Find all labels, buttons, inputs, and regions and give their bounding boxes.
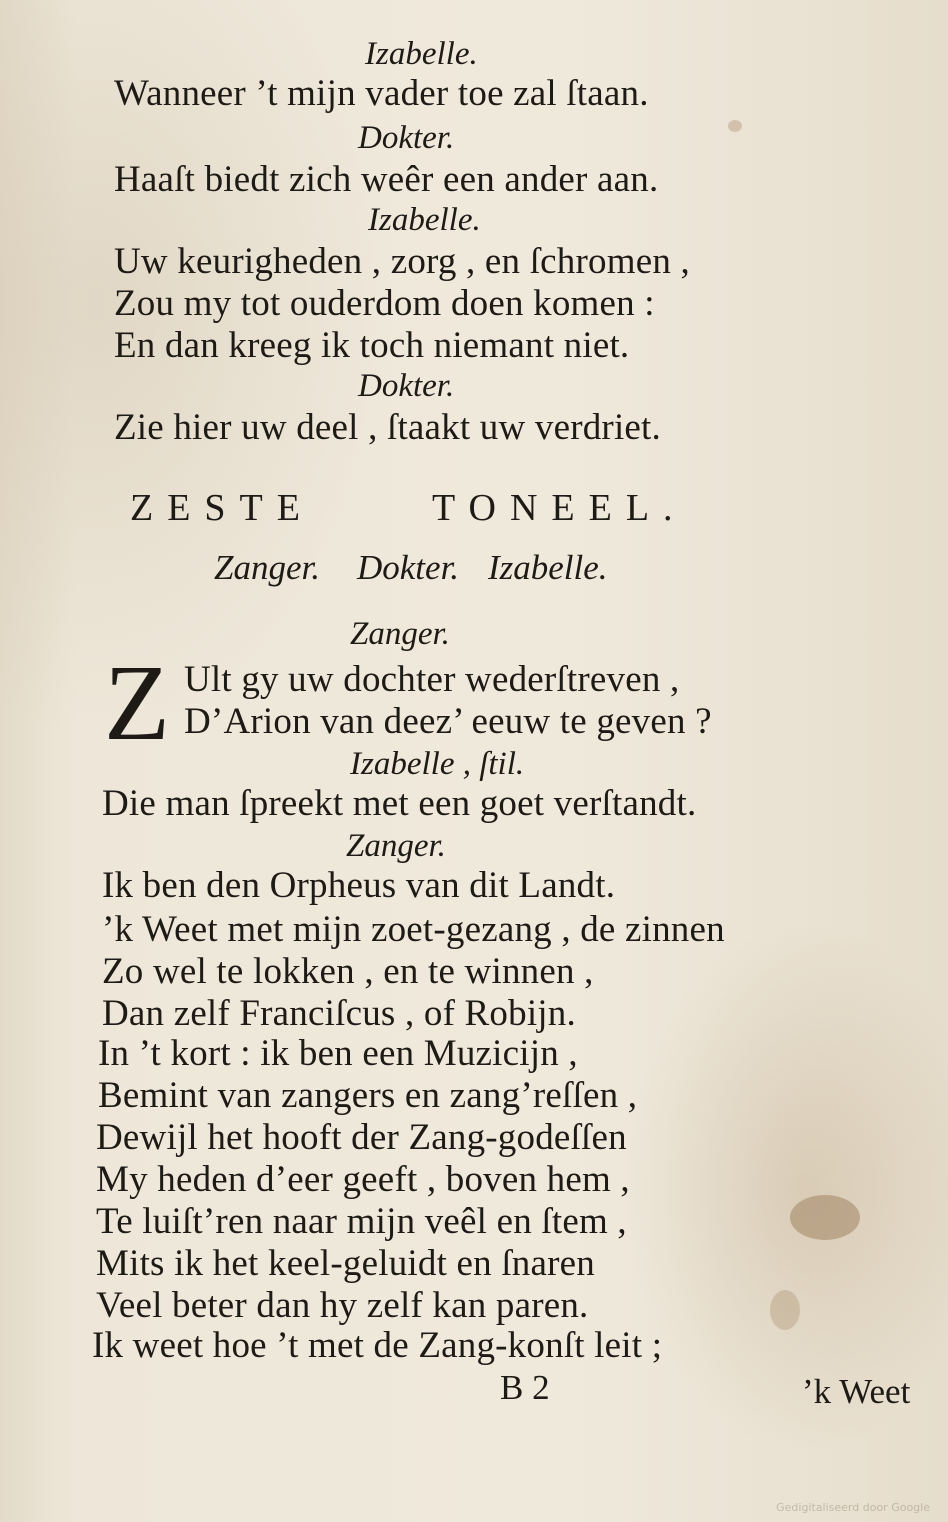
catchword: ’k Weet [802,1372,911,1411]
speaker-label: Dokter. [358,120,455,156]
cast-name: Dokter. [357,548,460,587]
drop-initial: Z [104,644,170,763]
verse-line: Ult gy uw dochter wederſtreven , [184,659,680,700]
verse-line: Ik weet hoe ’t met de Zang-konſt leit ; [92,1325,663,1366]
verse-line: En dan kreeg ik toch niemant niet. [114,325,630,366]
scene-heading-word1: ZESTE [130,487,314,529]
verse-line: ’k Weet met mijn zoet-gezang , de zinnen [102,909,725,950]
verse-line: Dewijl het hooft der Zang-godeſſen [96,1117,627,1158]
speaker-label: Dokter. [358,368,455,404]
verse-line: Dan zelf Franciſcus , of Robijn. [102,993,576,1034]
verse-line: Die man ſpreekt met een goet verſtandt. [102,783,697,824]
watermark-text: Gedigitaliseerd door Google [776,1501,930,1514]
verse-line: Mits ik het keel-geluidt en ſnaren [96,1243,595,1284]
paper-stain [728,120,742,132]
scene-heading-word2: TONEEL. [432,487,687,529]
page-signature: B 2 [500,1368,550,1407]
verse-line: Zou my tot ouderdom doen komen : [114,283,655,324]
verse-line: D’Arion van deez’ eeuw te geven ? [184,701,712,742]
verse-line: Uw keurigheden , zorg , en ſchromen , [114,241,690,282]
speaker-label: Zanger. [350,616,450,652]
speaker-label: Zanger. [346,828,446,864]
cast-name: Zanger. [214,548,320,587]
verse-line: In ’t kort : ik ben een Muzicijn , [98,1033,578,1074]
verse-line: My heden d’eer geeft , boven hem , [96,1159,630,1200]
speaker-label: Izabelle. [365,36,478,72]
speaker-label: Izabelle. [368,202,481,238]
verse-line: Zie hier uw deel , ſtaakt uw verdriet. [114,407,661,448]
verse-line: Zo wel te lokken , en te winnen , [102,951,594,992]
speaker-label: Izabelle , ſtil. [350,746,525,782]
verse-line: Veel beter dan hy zelf kan paren. [96,1285,589,1326]
verse-line: Wanneer ’t mijn vader toe zal ſtaan. [114,73,649,114]
verse-line: Te luiſt’ren naar mijn veêl en ſtem , [96,1201,627,1242]
paper-stain [770,1290,800,1330]
paper-stain [790,1195,860,1240]
verse-line: Bemint van zangers en zang’reſſen , [98,1075,638,1116]
verse-line: Haaſt biedt zich weêr een ander aan. [114,159,659,200]
cast-name: Izabelle. [488,548,608,587]
verse-line: Ik ben den Orpheus van dit Landt. [102,865,616,906]
